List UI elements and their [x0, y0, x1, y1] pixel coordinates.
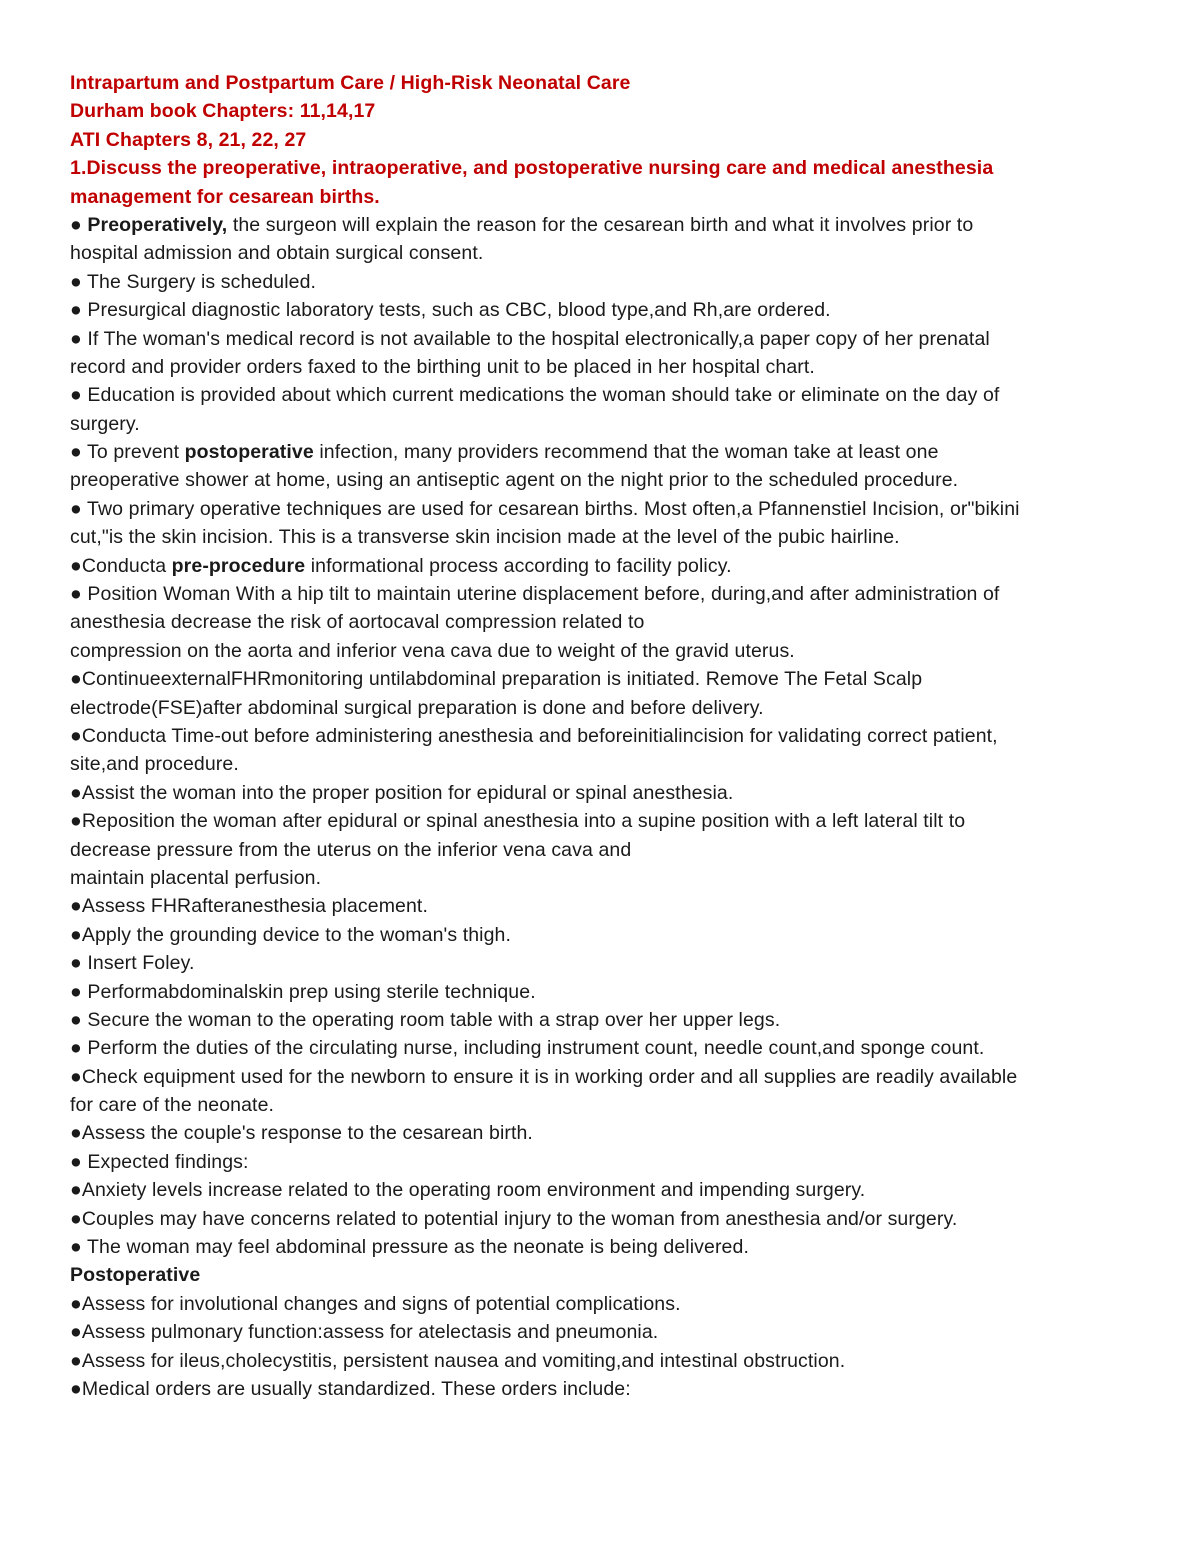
question-line-2: management for cesarean births. [70, 185, 380, 208]
line-text: ●Reposition the woman after epidural or spinal anesthesia into a supine position with a left lateral tilt to [70, 810, 966, 833]
body-line [70, 637, 1130, 665]
body-line [70, 807, 1130, 835]
body-line [70, 353, 1130, 381]
line-text: preoperative shower at home, using an antiseptic agent on the night prior to the scheduled procedure. [70, 469, 959, 492]
body-line [70, 523, 1130, 551]
body-line [70, 438, 1130, 466]
body-line [70, 665, 1130, 693]
body-line [70, 296, 1130, 324]
document-title: Intrapartum and Postpartum Care / High-Risk Neonatal Care [70, 72, 631, 94]
line-text: anesthesia decrease the risk of aortocaval compression related to [70, 611, 645, 634]
line-text: decrease pressure from the uterus on the inferior vena cava and [70, 838, 632, 861]
line-text: ●Apply the grounding device to the woman's thigh. [70, 923, 512, 946]
document-body [70, 211, 1130, 1403]
body-line [70, 239, 1130, 267]
body-line [70, 722, 1130, 750]
body-line [70, 1176, 1130, 1204]
body-line [70, 1006, 1130, 1034]
body-line [70, 779, 1130, 807]
line-text: ● The Surgery is scheduled. [70, 270, 317, 293]
line-text: ●Couples may have concerns related to potential injury to the woman from anesthesia and/or surgery. [70, 1207, 958, 1230]
line-bold-text: postoperative [184, 441, 314, 464]
line-text: cut,"is the skin incision. This is a transverse skin incision made at the level of the pubic hairline. [70, 526, 900, 549]
line-text: surgery. [70, 412, 140, 435]
body-line [70, 1375, 1130, 1403]
line-text: ●Assess the couple's response to the cesarean birth. [70, 1122, 533, 1145]
line-text: ● Two primary operative techniques are used for cesarean births. Most often,a Pfannenstiel Incision, or"bikini [70, 497, 1020, 520]
body-line [70, 750, 1130, 778]
line-text: for care of the neonate. [70, 1094, 275, 1117]
body-line [70, 211, 1130, 239]
line-text: site,and procedure. [70, 753, 239, 776]
line-bold-text: Preoperatively, [87, 213, 228, 236]
line-text: ● Secure the woman to the operating room table with a strap over her upper legs. [70, 1008, 781, 1031]
line-text: ●Medical orders are usually standardized. These orders include: [70, 1377, 631, 1400]
body-line [70, 694, 1130, 722]
body-line [70, 580, 1130, 608]
body-line [70, 1148, 1130, 1176]
durham-chapters: Durham book Chapters: 11,14,17 [70, 100, 376, 123]
body-line [70, 466, 1130, 494]
line-text: hospital admission and obtain surgical consent. [70, 242, 484, 265]
line-text: ● [70, 213, 88, 236]
line-text: ● To prevent [70, 441, 185, 464]
body-line [70, 495, 1130, 523]
body-line [70, 1119, 1130, 1147]
question-line-1: 1.Discuss the preoperative, intraoperative, and postoperative nursing care and medical anesthesia [70, 157, 994, 180]
line-text: ● Performabdominalskin prep using sterile technique. [70, 980, 536, 1003]
line-text: ● If The woman's medical record is not available to the hospital electronically,a paper copy of her prenatal [70, 327, 990, 350]
body-line [70, 1205, 1130, 1233]
line-text: ●Assist the woman into the proper position for epidural or spinal anesthesia. [70, 781, 734, 804]
line-text: the surgeon will explain the reason for the cesarean birth and what it involves prior to [227, 213, 974, 236]
body-line [70, 1318, 1130, 1346]
line-text: ●Anxiety levels increase related to the operating room environment and impending surgery. [70, 1179, 866, 1202]
body-line [70, 1290, 1130, 1318]
line-text: ●Conducta [70, 554, 172, 577]
line-text: ● The woman may feel abdominal pressure as the neonate is being delivered. [70, 1236, 749, 1259]
line-text: ● Presurgical diagnostic laboratory tests, such as CBC, blood type,and Rh,are ordered. [70, 299, 831, 322]
line-bold-text: pre-procedure [171, 554, 306, 577]
line-text: ●Conducta Time-out before administering anesthesia and beforeinitialincision for validating correct patient, [70, 724, 998, 747]
body-line [70, 1347, 1130, 1375]
body-line [70, 1233, 1130, 1261]
line-text: ● Perform the duties of the circulating nurse, including instrument count, needle count,and sponge count. [70, 1037, 985, 1060]
body-line [70, 325, 1130, 353]
ati-chapters: ATI Chapters 8, 21, 22, 27 [70, 128, 307, 151]
line-text: electrode(FSE)after abdominal surgical preparation is done and before delivery. [70, 696, 764, 719]
body-line [70, 608, 1130, 636]
body-line [70, 1091, 1130, 1119]
body-line [70, 978, 1130, 1006]
line-text: ● Insert Foley. [70, 952, 195, 975]
line-text: ●Assess for ileus,cholecystitis, persistent nausea and vomiting,and intestinal obstruction. [70, 1349, 846, 1372]
line-text: informational process according to facility policy. [305, 554, 732, 577]
line-text: ●Assess for involutional changes and signs of potential complications. [70, 1292, 681, 1315]
line-text: ●Check equipment used for the newborn to ensure it is in working order and all supplies are readily available [70, 1065, 1018, 1088]
body-line [70, 552, 1130, 580]
line-text: ● Education is provided about which current medications the woman should take or eliminate on the day of [70, 384, 1000, 407]
line-text: maintain placental perfusion. [70, 866, 322, 889]
body-line [70, 1063, 1130, 1091]
body-line [70, 864, 1130, 892]
line-text: ● Expected findings: [70, 1150, 249, 1173]
line-text: ●Assess pulmonary function:assess for atelectasis and pneumonia. [70, 1321, 659, 1344]
document-page [70, 69, 1130, 1403]
line-text: ● Position Woman With a hip tilt to maintain uterine displacement before, during,and after administration of [70, 583, 1000, 606]
body-line [70, 268, 1130, 296]
line-bold-text: Postoperative [70, 1264, 201, 1287]
line-text: ●ContinueexternalFHRmonitoring untilabdominal preparation is initiated. Remove The Fetal Scalp [70, 668, 923, 691]
body-line [70, 381, 1130, 409]
body-line [70, 836, 1130, 864]
line-text: infection, many providers recommend that the woman take at least one [313, 441, 939, 464]
body-line [70, 921, 1130, 949]
line-text: record and provider orders faxed to the birthing unit to be placed in her hospital chart. [70, 355, 815, 378]
body-line [70, 1034, 1130, 1062]
body-line [70, 949, 1130, 977]
body-line [70, 410, 1130, 438]
line-text: compression on the aorta and inferior vena cava due to weight of the gravid uterus. [70, 639, 795, 662]
body-line [70, 1261, 1130, 1289]
line-text: ●Assess FHRafteranesthesia placement. [70, 895, 428, 918]
body-line [70, 892, 1130, 920]
